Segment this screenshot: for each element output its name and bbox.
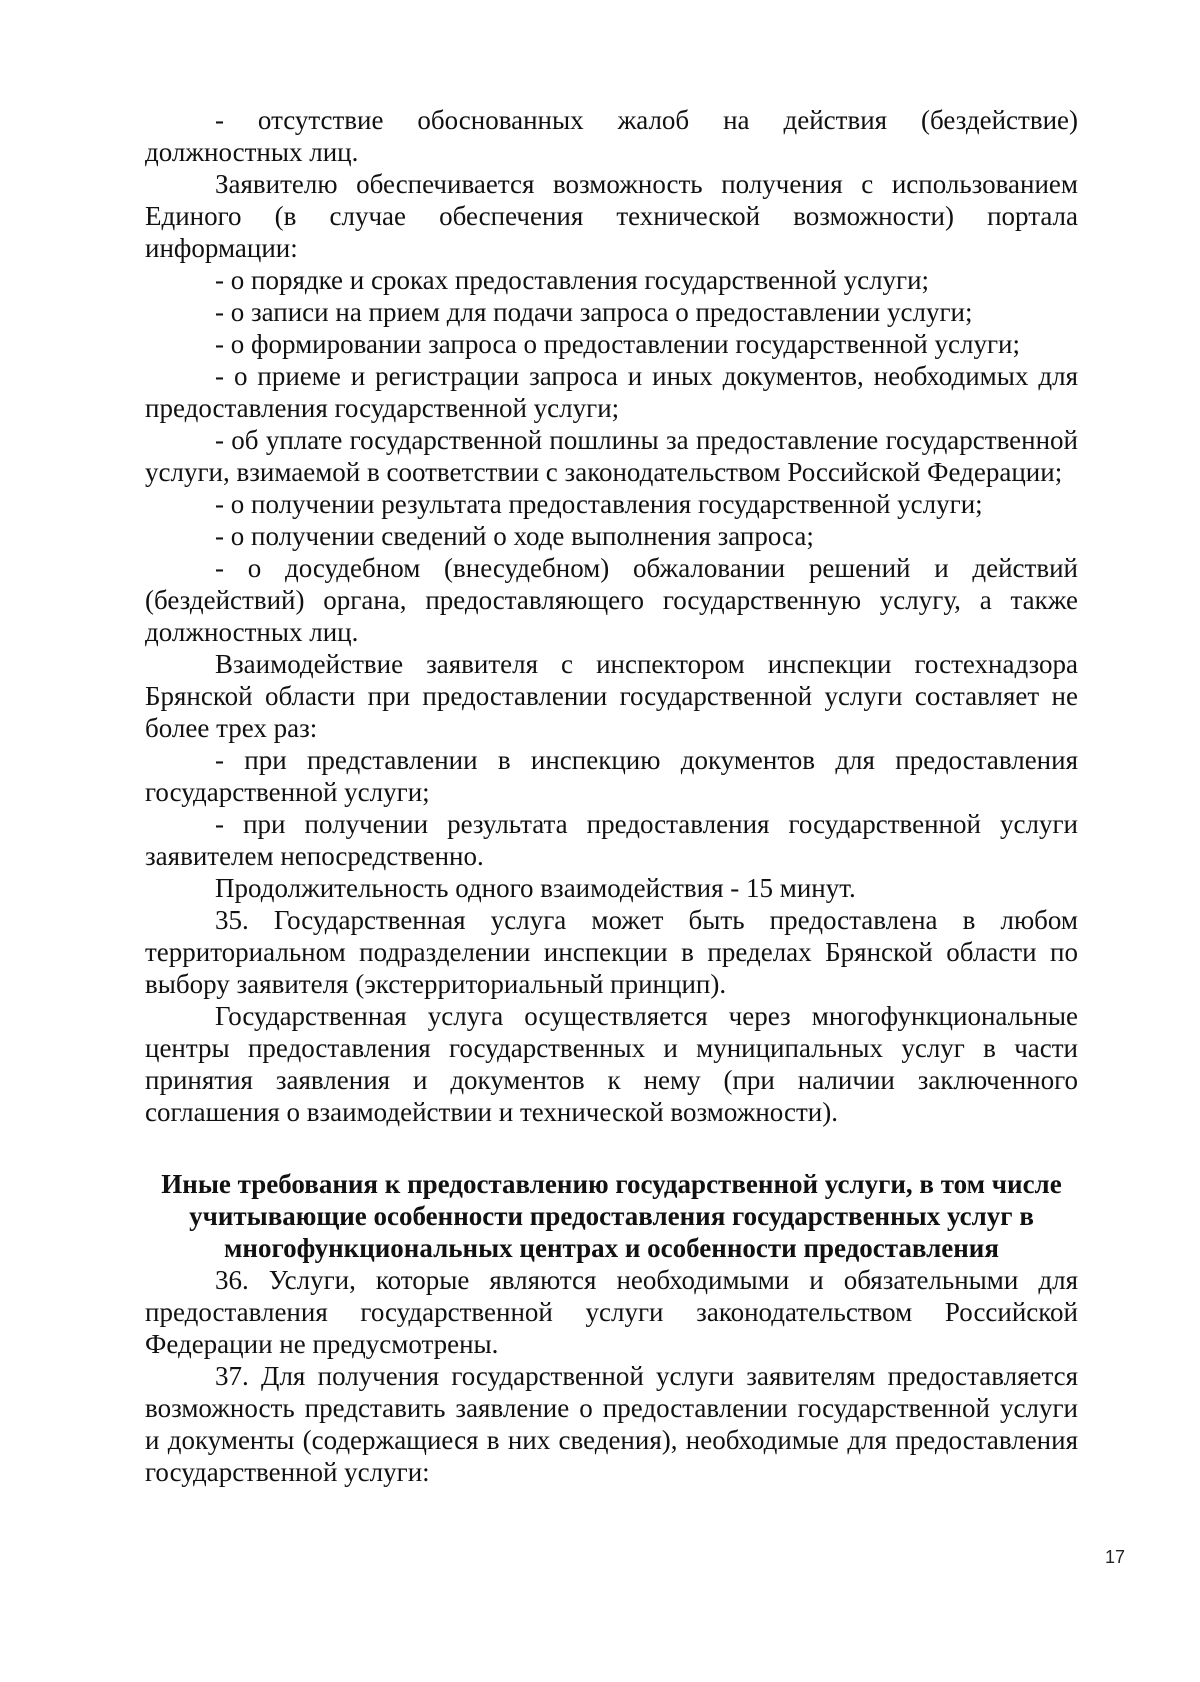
page-number: 17 bbox=[1105, 1547, 1126, 1567]
section-heading: Иные требования к предоставлению государственной услуги, в том числе учитывающие особенности предоставления государственных услуг в многофункциональных центрах и особенности предоставления bbox=[161, 1169, 1062, 1263]
paragraph: Государственная услуга осуществляется через многофункциональные центры предоставления государственных и муниципальных услуг в части принятия заявления и документов к нему (при наличии заключенного соглашения о взаимодействии и технической возможности). bbox=[145, 1001, 1078, 1127]
list-item: - о порядке и сроках предоставления государственной услуги; bbox=[215, 265, 930, 295]
list-item: - при представлении в инспекцию документов для предоставления государственной услуги; bbox=[145, 745, 1078, 807]
paragraph: Взаимодействие заявителя с инспектором инспекции гостехнадзора Брянской области при предоставлении государственной услуги составляет не более трех раз: bbox=[145, 649, 1078, 743]
paragraph: 35. Государственная услуга может быть предоставлена в любом территориальном подразделении инспекции в пределах Брянской области по выбору заявителя (экстерриториальный принцип). bbox=[145, 905, 1078, 999]
list-item: - о приеме и регистрации запроса и иных документов, необходимых для предоставления государственной услуги; bbox=[145, 361, 1078, 423]
paragraph: 36. Услуги, которые являются необходимыми и обязательными для предоставления государственной услуги законодательством Российской Федерации не предусмотрены. bbox=[145, 1265, 1078, 1359]
paragraph: Продолжительность одного взаимодействия - 15 минут. bbox=[215, 873, 856, 903]
list-item: - об уплате государственной пошлины за предоставление государственной услуги, взимаемой в соответствии с законодательством Российской Федерации; bbox=[145, 425, 1078, 487]
paragraph: - отсутствие обоснованных жалоб на действия (бездействие) должностных лиц. bbox=[145, 105, 1078, 167]
list-item: - при получении результата предоставления государственной услуги заявителем непосредственно. bbox=[145, 809, 1078, 871]
list-item: - о получении сведений о ходе выполнения запроса; bbox=[215, 521, 814, 551]
paragraph: 37. Для получения государственной услуги заявителям предоставляется возможность представить заявление о предоставлении государственной услуги и документы (содержащиеся в них сведения), необходимые для предоставления государственной услуги: bbox=[145, 1361, 1078, 1487]
document-page bbox=[145, 104, 1078, 1488]
list-item: - о формировании запроса о предоставлении государственной услуги; bbox=[215, 329, 1020, 359]
paragraphs-before bbox=[145, 104, 1078, 1128]
list-item: - о досудебном (внесудебном) обжаловании решений и действий (бездействий) органа, предоставляющего государственную услугу, а также должностных лиц. bbox=[145, 553, 1078, 647]
paragraphs-after bbox=[145, 1264, 1078, 1488]
paragraph: Заявителю обеспечивается возможность получения с использованием Единого (в случае обеспечения технической возможности) портала информации: bbox=[145, 169, 1078, 263]
list-item: - о получении результата предоставления государственной услуги; bbox=[215, 489, 983, 519]
list-item: - о записи на прием для подачи запроса о предоставлении услуги; bbox=[215, 297, 973, 327]
